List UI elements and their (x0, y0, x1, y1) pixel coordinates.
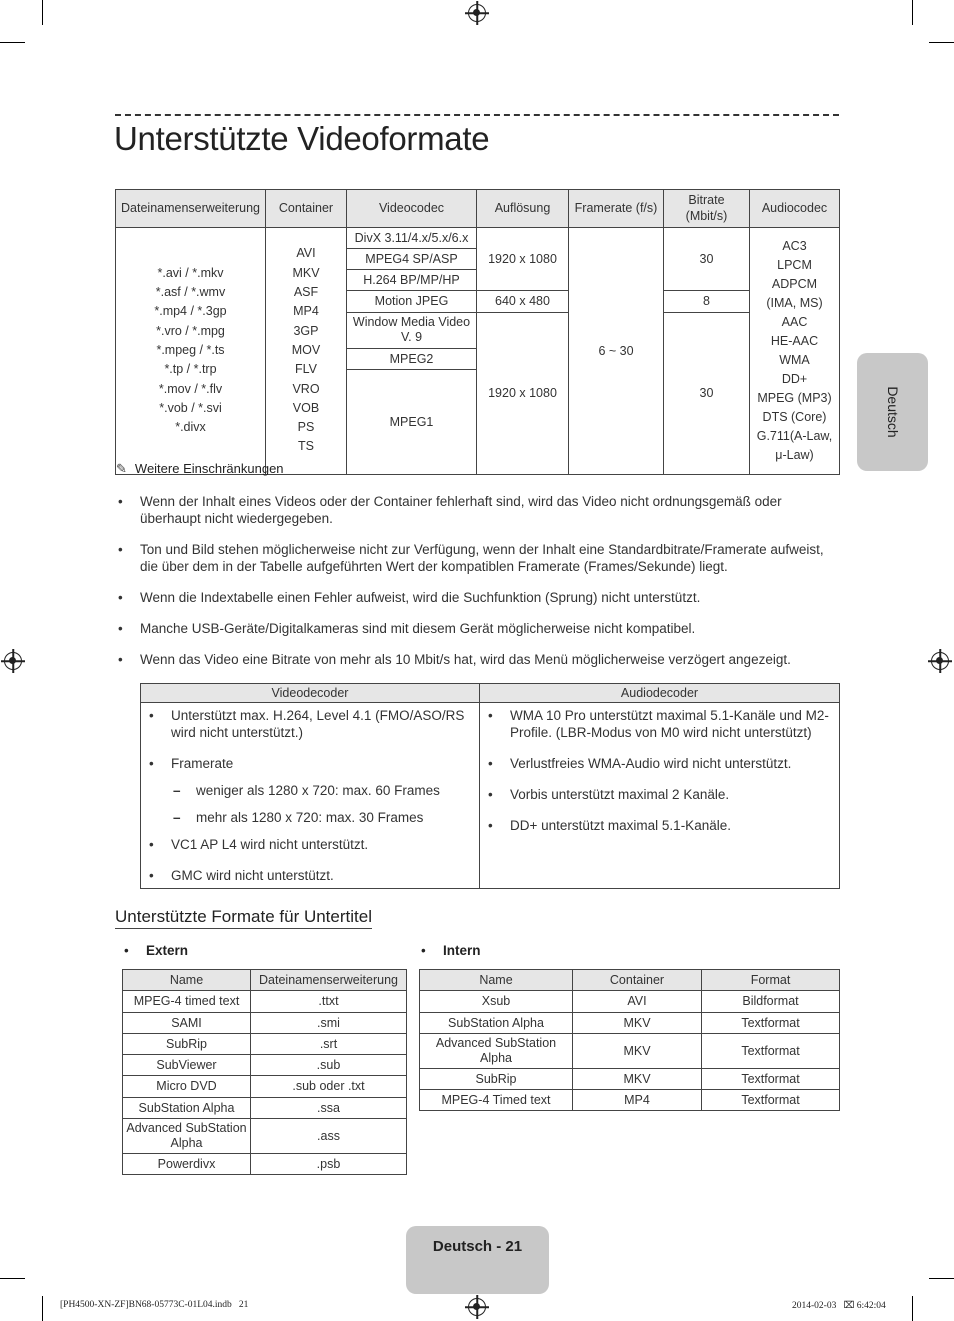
table-row: MPEG-4 timed text .ttxt (123, 991, 407, 1012)
crop-mark (0, 42, 25, 43)
sub-list-item: – weniger als 1280 x 720: max. 60 Frames (171, 782, 475, 799)
resolution-cell: 1920 x 1080 (477, 227, 569, 291)
table-row: SAMI .smi (123, 1012, 407, 1033)
codec-cell: MPEG1 (347, 369, 477, 474)
crop-mark (929, 1278, 954, 1279)
crop-mark (0, 1278, 25, 1279)
table-row: MPEG-4 Timed text MP4 Textformat (420, 1090, 840, 1111)
subtitle-section-heading: Unterstützte Formate für Untertitel (115, 907, 372, 929)
list-item: • Ton und Bild stehen möglicherweise nicht zur Verfügung, wenn der Inhalt eine Standardbitrate/Framerate aufweist, die über dem in der Tabelle aufgeführten Wert der kompatiblen Framerate (Frames/Sekunde) liegt. (116, 541, 836, 575)
framerate-cell: 6 ~ 30 (569, 227, 664, 474)
video-format-table (115, 189, 840, 475)
header-container: Container (573, 970, 702, 991)
header-name: Name (123, 970, 251, 991)
containers-cell: AVI MKV ASF MP4 3GP MOV FLV VRO VOB PS TS (266, 227, 347, 474)
header-videodecoder: Videodecoder (141, 684, 480, 703)
list-item: • VC1 AP L4 wird nicht unterstützt. (147, 836, 475, 853)
table-header-row (116, 190, 840, 228)
decoder-table (140, 683, 840, 889)
header-audiodecoder: Audiodecoder (480, 684, 840, 703)
table-row: Advanced SubStation Alpha MKV Textformat (420, 1033, 840, 1068)
internal-label: • Intern (421, 943, 481, 958)
resolution-cell: 640 x 480 (477, 291, 569, 312)
bitrate-cell: 30 (664, 312, 750, 474)
codec-cell: H.264 BP/MP/HP (347, 270, 477, 291)
table-row: SubRip MKV Textformat (420, 1068, 840, 1089)
crop-mark (929, 42, 954, 43)
registration-mark-icon (468, 1298, 486, 1316)
table-row: Powerdivx .psb (123, 1153, 407, 1174)
table-row: SubRip .srt (123, 1033, 407, 1054)
list-item: • WMA 10 Pro unterstützt maximal 5.1-Kanäle und M2-Profile. (LBR-Modus von M0 wird nicht unterstützt) (486, 707, 835, 741)
page-number-box (406, 1226, 549, 1294)
codec-cell: MPEG2 (347, 348, 477, 369)
print-footer-right: 2014-02-03 ⌧ 6:42:04 (792, 1301, 886, 1311)
list-item: • Unterstützt max. H.264, Level 4.1 (FMO/ASO/RS wird nicht unterstützt.) (147, 707, 475, 741)
header-container: Container (266, 190, 347, 228)
restrictions-list (116, 493, 836, 682)
print-footer-left: [PH4500-XN-ZF]BN68-05773C-01L04.indb 21 (60, 1300, 249, 1310)
header-videocodec: Videocodec (347, 190, 477, 228)
registration-mark-icon (931, 652, 949, 670)
codec-cell: MPEG4 SP/ASP (347, 248, 477, 269)
header-extension: Dateinamenserweiterung (116, 190, 266, 228)
pencil-note-icon: ✎ (116, 461, 127, 476)
list-item: • Verlustfreies WMA-Audio wird nicht unterstützt. (486, 755, 835, 772)
codec-cell: DivX 3.11/4.x/5.x/6.x (347, 227, 477, 248)
language-side-tab (857, 353, 928, 471)
crop-mark (912, 1296, 913, 1321)
registration-mark-icon (468, 4, 486, 22)
codec-cell: Motion JPEG (347, 291, 477, 312)
header-extension: Dateinamenserweiterung (251, 970, 407, 991)
external-label: • Extern (124, 943, 189, 958)
audiocodec-cell: AC3 LPCM ADPCM (IMA, MS) AAC HE-AAC WMA DD+ MPEG (MP3) DTS (Core) G.711(A-Law, μ-Law) (750, 227, 840, 474)
table-row: SubStation Alpha .ssa (123, 1097, 407, 1118)
page-number: Deutsch - 21 (432, 1238, 523, 1255)
bitrate-cell: 8 (664, 291, 750, 312)
list-item: • GMC wird nicht unterstützt. (147, 867, 475, 884)
header-resolution: Auflösung (477, 190, 569, 228)
internal-subtitle-table (419, 969, 840, 1111)
list-item: • Vorbis unterstützt maximal 2 Kanäle. (486, 786, 835, 803)
list-item: • Wenn das Video eine Bitrate von mehr als 10 Mbit/s hat, wird das Menü möglicherweise verzögert angezeigt. (116, 651, 836, 668)
header-format: Format (702, 970, 840, 991)
list-item: • Manche USB-Geräte/Digitalkameras sind mit diesem Gerät möglicherweise nicht kompatibel. (116, 620, 836, 637)
bitrate-cell: 30 (664, 227, 750, 291)
crop-mark (912, 0, 913, 25)
list-item: • Framerate – weniger als 1280 x 720: max. 60 Frames – mehr als 1280 x 720: max. 30 Frames (147, 755, 475, 826)
external-subtitle-table (122, 969, 407, 1175)
table-row: Micro DVD .sub oder .txt (123, 1076, 407, 1097)
extensions-cell: *.avi / *.mkv *.asf / *.wmv *.mp4 / *.3gp *.vro / *.mpg *.mpeg / *.ts *.tp / *.trp *.mov / *.flv *.vob / *.svi *.divx (116, 227, 266, 474)
codec-cell: Window Media Video V. 9 (347, 312, 477, 348)
table-row: SubStation Alpha MKV Textformat (420, 1012, 840, 1033)
title-dashed-rule (115, 114, 839, 116)
videodecoder-cell (141, 703, 480, 889)
table-row: Xsub AVI Bildformat (420, 991, 840, 1012)
header-framerate: Framerate (f/s) (569, 190, 664, 228)
side-tab-label: Deutsch (884, 386, 901, 438)
page-title: Unterstützte Videoformate (114, 120, 490, 157)
resolution-cell: 1920 x 1080 (477, 312, 569, 474)
crop-mark (42, 1296, 43, 1321)
sub-list-item: – mehr als 1280 x 720: max. 30 Frames (171, 809, 475, 826)
table-row: SubViewer .sub (123, 1055, 407, 1076)
crop-mark (42, 0, 43, 25)
header-audiocodec: Audiocodec (750, 190, 840, 228)
note-heading: ✎ Weitere Einschränkungen (116, 461, 284, 476)
list-item: • DD+ unterstützt maximal 5.1-Kanäle. (486, 817, 835, 834)
header-bitrate: Bitrate (Mbit/s) (664, 190, 750, 228)
table-row: Advanced SubStation Alpha .ass (123, 1118, 407, 1153)
list-item: • Wenn der Inhalt eines Videos oder der Container fehlerhaft sind, wird das Video nicht ordnungsgemäß oder überhaupt nicht wiedergegeben. (116, 493, 836, 527)
header-name: Name (420, 970, 573, 991)
registration-mark-icon (4, 652, 22, 670)
audiodecoder-cell (480, 703, 840, 889)
list-item: • Wenn die Indextabelle einen Fehler aufweist, wird die Suchfunktion (Sprung) nicht unterstützt. (116, 589, 836, 606)
